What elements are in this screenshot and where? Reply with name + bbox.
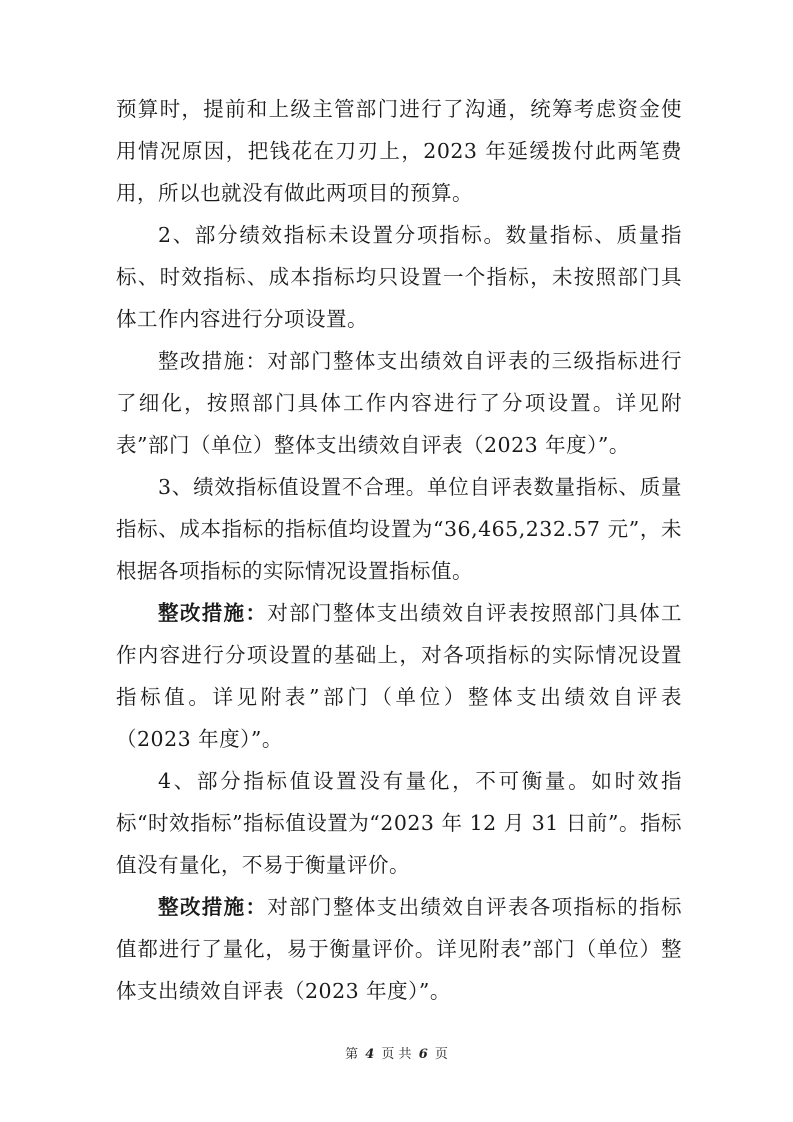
- paragraph-text: 2、部分绩效指标未设置分项指标。数量指标、质量指标、时效指标、成本指标均只设置一个指标，未按照部门具体工作内容进行分项设置。: [116, 223, 682, 331]
- paragraph-text: 对部门整体支出绩效自评表按照部门具体工作内容进行分项设置的基础上，对各项指标的实际情况设置指标值。详见附表”部门（单位）整体支出绩效自评表（2023 年度）”。: [116, 601, 683, 751]
- footer-prefix: 第: [345, 1047, 359, 1062]
- footer-current-page: 4: [365, 1047, 375, 1062]
- footer-middle: 页 共: [381, 1047, 412, 1062]
- paragraph-issue-2: [116, 214, 682, 340]
- fix-lead-label: 整改措施：: [158, 895, 268, 919]
- paragraph-issue-3: [116, 466, 682, 592]
- footer-suffix: 页: [434, 1047, 448, 1062]
- paragraph-fix-3: [116, 592, 682, 760]
- document-body: [116, 88, 682, 1012]
- fix-lead-label: 整改措施：: [158, 601, 268, 625]
- paragraph-text: 对部门整体支出绩效自评表的三级指标进行了细化，按照部门具体工作内容进行了分项设置。详见附表”部门（单位）整体支出绩效自评表（2023 年度）”。: [116, 349, 683, 457]
- footer-total-pages: 6: [418, 1047, 428, 1062]
- paragraph-budget-continuation: [116, 88, 682, 214]
- paragraph-issue-4: [116, 760, 682, 886]
- paragraph-fix-4: [116, 886, 682, 1012]
- paragraph-fix-2: [116, 340, 682, 466]
- fix-lead-label: 整改措施：: [158, 349, 268, 373]
- paragraph-text: 3、绩效指标值设置不合理。单位自评表数量指标、质量指标、成本指标的指标值均设置为“36,465,232.57 元”，未根据各项指标的实际情况设置指标值。: [116, 475, 682, 583]
- paragraph-text: 预算时，提前和上级主管部门进行了沟通，统筹考虑资金使用情况原因，把钱花在刀刃上，2023 年延缓拨付此两笔费用，所以也就没有做此两项目的预算。: [116, 97, 682, 205]
- page-footer: [0, 1043, 793, 1062]
- paragraph-text: 4、部分指标值设置没有量化，不可衡量。如时效指标“时效指标”指标值设置为“2023 年 12 月 31 日前”。指标值没有量化，不易于衡量评价。: [116, 769, 682, 877]
- paragraph-text: 对部门整体支出绩效自评表各项指标的指标值都进行了量化，易于衡量评价。详见附表”部门（单位）整体支出绩效自评表（2023 年度）”。: [116, 895, 683, 1003]
